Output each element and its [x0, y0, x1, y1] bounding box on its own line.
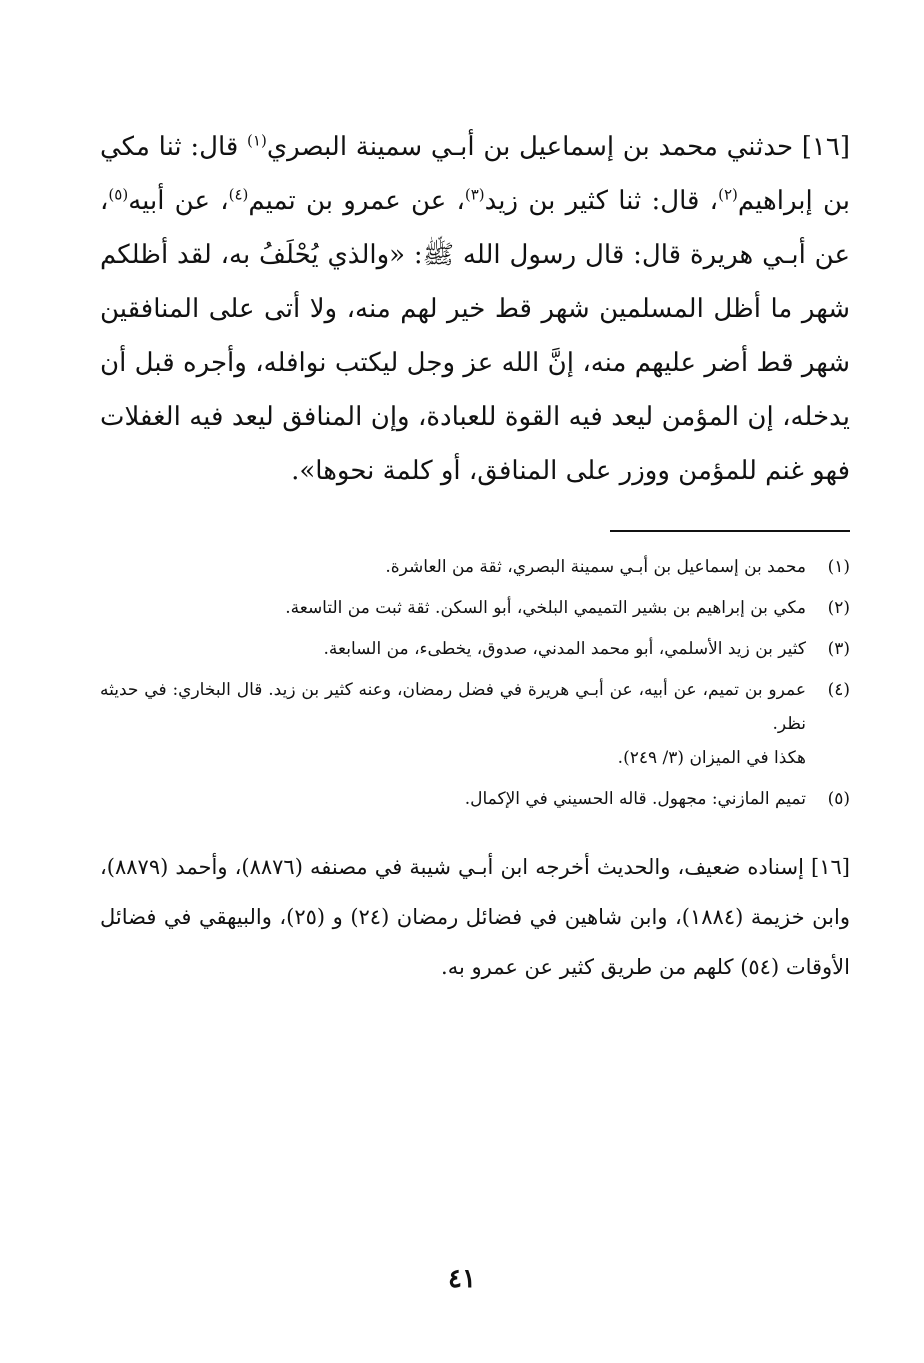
- footnote-number: (١): [827, 557, 850, 577]
- footnote-item: [100, 673, 850, 775]
- footnote-text: تميم المازني: مجهول. قاله الحسيني في الإكمال.: [464, 789, 806, 809]
- footnote-text: هكذا في الميزان (٣/ ٢٤٩).: [617, 748, 806, 768]
- page-number: ٤١: [448, 1264, 476, 1294]
- footnote-number: (٢): [827, 598, 850, 618]
- hadith-text-part: ، عن عمرو بن تميم: [248, 186, 465, 216]
- footnote-body: [100, 591, 806, 625]
- hadith-number: [١٦]: [801, 132, 850, 162]
- page-body: [100, 120, 850, 992]
- footnote-number: (٣): [827, 639, 850, 659]
- footnote-text: كثير بن زيد الأسلمي، أبو محمد المدني، صدوق، يخطىء، من السابعة.: [323, 639, 806, 659]
- hadith-text-part: ، عن أبـي هريرة قال: قال رسول الله ﷺ: «والذي يُحْلَفُ به، لقد أظلكم شهر ما أظل المسلمين شهر قط خير لهم منه، ولا أتى على المنافقين شهر قط أضر عليهم منه، إنَّ الله عز وجل ليكتب نوافله، وأجره قبل أن يدخله، إن المؤمن ليعد فيه القوة للعبادة، وإن المنافق ليعد فيه الغفلات فهو غنم للمؤمن ووزر على المنافق، أو كلمة نحوها».: [100, 186, 851, 486]
- footnote-ref[interactable]: (١): [247, 131, 267, 150]
- takhrij-body: إسناده ضعيف، والحديث أخرجه ابن أبـي شيبة في مصنفه (٨٨٧٦)، وأحمد (٨٨٧٩)، وابن خزيمة (١٨٨٤)، وابن شاهين في فضائل رمضان (٢٤) و (٢٥)، والبيهقي في فضائل الأوقات (٥٤) كلهم من طريق كثير عن عمرو به.: [100, 855, 850, 979]
- footnote-ref[interactable]: (٣): [464, 185, 485, 204]
- footnote-body: [100, 782, 806, 816]
- footnote-ref[interactable]: (٥): [108, 185, 129, 204]
- footnote-item: [100, 550, 850, 584]
- footnote-text: عمرو بن تميم، عن أبيه، عن أبـي هريرة في فضل رمضان، وعنه كثير بن زيد. قال البخاري: في حديثه نظر.: [100, 680, 806, 734]
- footnotes-list: [100, 550, 850, 816]
- footnote-body: [100, 673, 806, 775]
- footnote-ref[interactable]: (٤): [228, 185, 249, 204]
- footnote-text: مكي بن إبراهيم بن بشير التميمي البلخي، أبو السكن. ثقة ثبت من التاسعة.: [285, 598, 806, 618]
- hadith-text-part: ، عن أبيه: [128, 186, 229, 216]
- hadith-text: [100, 120, 850, 498]
- footnote-item: [100, 591, 850, 625]
- footnote-number: (٥): [827, 789, 850, 809]
- footnote-body: [100, 632, 806, 666]
- hadith-text-part: ، قال: ثنا كثير بن زيد: [484, 186, 719, 216]
- takhrij-section: [100, 842, 850, 992]
- footnote-item: [100, 782, 850, 816]
- footnote-divider: [610, 530, 850, 532]
- footnote-ref[interactable]: (٢): [718, 185, 738, 204]
- takhrij-number: [١٦]: [811, 855, 850, 879]
- hadith-text-part: قال: ثنا مكي بن إبراهيم: [100, 132, 851, 216]
- footnote-body: [100, 550, 806, 584]
- footnote-number: (٤): [827, 680, 850, 700]
- takhrij-text: [100, 842, 850, 992]
- hadith-text-part: حدثني محمد بن إسماعيل بن أبـي سمينة البصري: [266, 132, 794, 162]
- footnote-item: [100, 632, 850, 666]
- footnote-text: محمد بن إسماعيل بن أبـي سمينة البصري، ثقة من العاشرة.: [385, 557, 806, 577]
